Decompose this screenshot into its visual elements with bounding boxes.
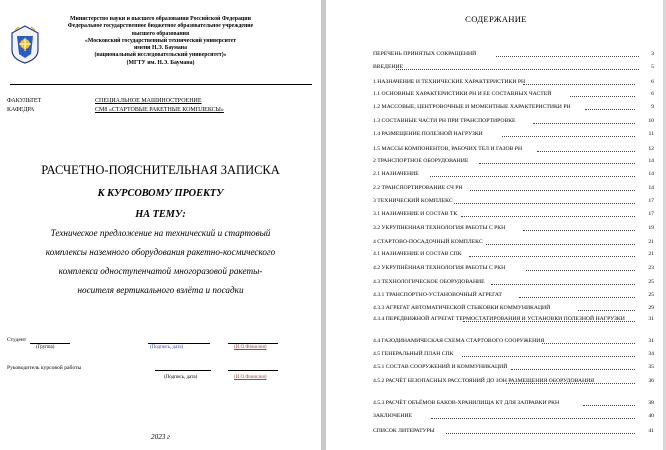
toc-entry-title: 4.5.1 СОСТАВ СООРУЖЕНИЙ И КОММУНИКАЦИЙ (373, 364, 508, 370)
department-line (7, 107, 224, 114)
group-underline (30, 343, 70, 344)
toc-entry[interactable] (373, 198, 654, 205)
name-underline (228, 343, 278, 344)
header-line: Федеральное государственное бюджетное образовательное учреждение (67, 23, 254, 30)
toc-entry-page: 12 (648, 146, 654, 152)
toc-entry-title: 4.5.2 РАСЧЁТ БЕЗОПАСНЫХ РАССТОЯНИЙ ДО ЗОН РАЗМЕЩЕНИЯ ОБОРУДОВАНИЯ (373, 378, 595, 384)
toc-entry-title: 3.1 НАЗНАЧЕНИЕ И СОСТАВ ТК (373, 211, 458, 217)
signature-underline (148, 343, 210, 344)
toc-entry-page: 40 (648, 413, 654, 419)
toc-entry[interactable] (373, 131, 654, 138)
faculty-value: СПЕЦИАЛЬНОЕ МАШИНОСТРОЕНИЕ (95, 98, 202, 104)
faculty-line (7, 98, 202, 105)
supervisor-name-underline (228, 370, 278, 371)
toc-entry[interactable] (373, 118, 654, 125)
toc-leader-dots (537, 151, 635, 152)
toc-entry[interactable] (373, 185, 654, 192)
toc-entry-page: 36 (648, 378, 654, 384)
toc-leader-dots (454, 203, 635, 204)
toc-entry-title: 1.5 МАССЫ КОМПОНЕНТОВ, РАБОЧИХ ТЕЛ И ГАЗОВ РН (373, 146, 523, 152)
toc-entry-page: 31 (648, 338, 654, 344)
topic-line: носителя вертикального взлёта и посадки (77, 285, 244, 295)
supervisor-signature-caption: (Подпись, дата) (164, 375, 198, 380)
header-line: (МГТУ им. Н.Э. Баумана) (126, 59, 195, 66)
signature-date-caption: (Подпись, дата) (150, 345, 184, 350)
toc-entry[interactable] (373, 279, 654, 286)
toc-leader-dots (570, 96, 635, 97)
toc-entry-page: 31 (648, 316, 654, 322)
toc-title: СОДЕРЖАНИЕ (465, 14, 527, 24)
toc-entry-title: 4.1 НАЗНАЧЕНИЕ И СОСТАВ СПК (373, 251, 462, 257)
toc-entry-page: 23 (648, 265, 654, 271)
toc-entry-title: 4.3 ТЕХНОЛОГИЧЕСКОЕ ОБОРУДОВАНИЕ (373, 279, 485, 285)
toc-leader-dots (462, 356, 635, 357)
department-label: КАФЕДРА (7, 107, 35, 113)
toc-entry-title: 2.1 НАЗНАЧЕНИЕ (373, 171, 419, 177)
toc-entry[interactable] (373, 364, 654, 371)
toc-leader-dots (511, 369, 635, 370)
toc-leader-dots (533, 123, 635, 124)
topic-line: комплексы наземного оборудования ракетно-космического (45, 247, 276, 257)
toc-leader-dots (469, 256, 635, 257)
toc-entry[interactable] (373, 146, 654, 153)
toc-entry-title: 1.4 РАЗМЕЩЕНИЕ ПОЛЕЗНОЙ НАГРУЗКИ (373, 131, 483, 137)
toc-entry-title: 2.2 ТРАНСПОРТИРОВАНИЕ СЧ РН (373, 185, 463, 191)
toc-entry-page: 10 (648, 118, 654, 124)
toc-leader-dots (506, 383, 635, 384)
toc-leader-dots (523, 230, 635, 231)
toc-entry-title: 1.3 СОСТАВНЫЕ ЧАСТИ РН ПРИ ТРАНСПОРТИРОВКЕ (373, 118, 516, 124)
supervisor-name-caption: (И.О.Фамилия) (234, 375, 267, 380)
toc-entry[interactable] (373, 428, 654, 435)
toc-entry[interactable] (373, 64, 654, 71)
header-line: Министерство науки и высшего образования Российской Федерации (70, 16, 251, 22)
toc-leader-dots (431, 418, 635, 419)
student-label: Студент (7, 337, 27, 343)
toc-entry-page: 11 (648, 131, 654, 137)
header-rule (10, 84, 312, 85)
toc-leader-dots (470, 190, 635, 191)
name-caption: (И.О.Фамилия) (234, 345, 267, 350)
toc-entry-page: 35 (648, 364, 654, 370)
toc-entry[interactable] (373, 251, 654, 258)
toc-entry-title: ПЕРЕЧЕНЬ ПРИНЯТЫХ СОКРАЩЕНИЙ (373, 51, 477, 57)
toc-leader-dots (396, 69, 639, 70)
toc-leader-dots (583, 405, 635, 406)
toc-entry-title: 1 НАЗНАЧЕНИЕ И ТЕХНИЧЕСКИЕ ХАРАКТЕРИСТИКИ РН (373, 79, 526, 85)
toc-entry-page: 14 (648, 171, 654, 177)
toc-entry[interactable] (373, 378, 654, 385)
toc-leader-dots (479, 163, 635, 164)
toc-entry-page: 14 (648, 158, 654, 164)
toc-entry-title: 4 СТАРТОВО-ПОСАДОЧНЫЙ КОМПЛЕКС (373, 239, 483, 245)
toc-entry-title: 4.4 ГАЗОДИНАМИЧЕСКАЯ СХЕМА СТАРТОВОГО СООРУЖЕНИЯ (373, 338, 545, 344)
toc-entry-page: 25 (648, 292, 654, 298)
toc-entry-title: СПИСОК ЛИТЕРАТУРЫ (373, 428, 435, 434)
toc-entry-page: 14 (648, 185, 654, 191)
toc-entry-page: 21 (648, 251, 654, 257)
toc-leader-dots (578, 310, 635, 311)
toc-entry-page: 17 (648, 211, 654, 217)
topic-line: Техническое предложение на технический и стартовый (50, 228, 271, 238)
header-line: имени Н.Э. Баумана (133, 45, 188, 52)
toc-entry-page: 17 (648, 198, 654, 204)
title-page (0, 0, 321, 450)
toc-leader-dots (542, 343, 635, 344)
year: 2023 г (151, 433, 170, 441)
toc-entry-page: 29 (648, 305, 654, 311)
supervisor-label: Руководитель курсовой работы (7, 365, 82, 371)
toc-leader-dots (446, 433, 635, 434)
toc-entry-page: 3 (651, 51, 654, 57)
toc-entry-title: 2 ТРАНСПОРТНОЕ ОБОРУДОВАНИЕ (373, 158, 469, 164)
header-line: высшего образования (131, 30, 190, 37)
toc-leader-dots (461, 216, 635, 217)
toc-entry-page: 21 (648, 239, 654, 245)
group-caption: (Группа) (36, 345, 55, 350)
toc-entry-title: ВВЕДЕНИЕ (373, 64, 404, 70)
toc-entry-page: 25 (648, 279, 654, 285)
toc-entry-page: 41 (648, 428, 654, 434)
toc-entry[interactable] (373, 211, 654, 218)
toc-leader-dots (526, 270, 635, 271)
toc-entry[interactable] (373, 51, 654, 58)
toc-entry[interactable] (373, 400, 654, 407)
subtitle-course-project: К КУРСОВОМУ ПРОЕКТУ (97, 188, 224, 199)
toc-entry-title: 4.5 ГЕНЕРАЛЬНЫЙ ПЛАН СПК (373, 351, 454, 357)
toc-entry-title: 3.2 УКРУПНЕННАЯ ТЕХНОЛОГИЯ РАБОТЫ С РКН (373, 225, 506, 231)
toc-entry-page: 38 (648, 400, 654, 406)
header-line: (национальный исследовательский университет)» (94, 52, 227, 59)
toc-leader-dots (430, 176, 635, 177)
header-line: «Московский государственный технический университет (84, 37, 237, 44)
toc-entry[interactable] (373, 338, 654, 345)
toc-entry-page: 6 (651, 91, 654, 97)
toc-leader-dots (486, 244, 635, 245)
supervisor-signature-underline (155, 370, 211, 371)
toc-entry[interactable] (373, 158, 654, 165)
toc-entry-title: 1.1 ОСНОВНЫЕ ХАРАКТЕРИСТИКИ РН И ЕЕ СОСТАВНЫХ ЧАСТЕЙ (373, 91, 552, 97)
toc-leader-dots (496, 56, 639, 57)
toc-entry[interactable] (373, 316, 654, 323)
toc-entry[interactable] (373, 305, 654, 312)
topic-line: комплекса одноступенчатой многоразовой ракеты- (58, 266, 263, 276)
toc-entry-page: 6 (651, 79, 654, 85)
toc-entry-title: 4.2 УКРУПНЁННАЯ ТЕХНОЛОГИЯ РАБОТЫ С РКН (373, 265, 506, 271)
toc-entry-title: 4.3.1 ТРАНСПОРТНО-УСТАНОВОЧНЫЙ АГРЕГАТ (373, 292, 502, 298)
toc-leader-dots (523, 84, 635, 85)
faculty-label: ФАКУЛЬТЕТ (7, 98, 42, 104)
toc-leader-dots (502, 136, 635, 137)
toc-entry[interactable] (373, 265, 654, 272)
toc-entry[interactable] (373, 351, 654, 358)
toc-entry-title: 1.2 МАССОВЫЕ, ЦЕНТРОВОЧНЫЕ И МОМЕНТНЫЕ ХАРАКТЕРИСТИКИ РН (373, 104, 571, 110)
toc-entry-page: 34 (648, 351, 654, 357)
ministry-header (0, 16, 321, 67)
department-value: СМ8 «СТАРТОВЫЕ РАКЕТНЫЕ КОМПЛЕКСЫ» (95, 107, 224, 113)
toc-entry[interactable] (373, 171, 654, 178)
toc-entry[interactable] (373, 239, 654, 246)
toc-leader-dots (519, 297, 635, 298)
toc-entry-title: 4.3.4 ПЕРЕДВИЖНОЙ АГРЕГАТ ТЕРМОСТАТИРОВАНИЯ И УСТАНОВКИ ПОЛЕЗНОЙ НАГРУЗКИ (373, 316, 625, 322)
toc-entry[interactable] (373, 91, 654, 98)
toc-leader-dots (491, 284, 635, 285)
toc-entry[interactable] (373, 292, 654, 299)
toc-leader-dots (463, 321, 635, 322)
toc-entry-title: ЗАКЛЮЧЕНИЕ (373, 413, 413, 419)
toc-entry[interactable] (373, 79, 654, 86)
toc-entry-page: 5 (651, 64, 654, 70)
table-of-contents-page (326, 0, 666, 450)
toc-entry-page: 9 (651, 104, 654, 110)
toc-entry-title: 4.5.3 РАСЧЁТ ОБЪЁМОВ БАКОВ-ХРАНИЛИЩА КТ ДЛЯ ЗАПРАВКИ РКН (373, 400, 560, 406)
toc-entry-page: 19 (648, 225, 654, 231)
toc-entry-title: 4.3.3 АГРЕГАТ АВТОМАТИЧЕСКОЙ СТЫКОВКИ КОММУНИКАЦИЙ (373, 305, 551, 311)
subtitle-topic: НА ТЕМУ: (135, 209, 186, 220)
toc-entry[interactable] (373, 104, 654, 111)
toc-leader-dots (585, 109, 635, 110)
document-title: РАСЧЕТНО-ПОЯСНИТЕЛЬНАЯ ЗАПИСКА (41, 163, 280, 177)
toc-entry[interactable] (373, 413, 654, 420)
toc-entry-title: 3 ТЕХНИЧЕСКИЙ КОМПЛЕКС (373, 198, 453, 204)
toc-entry[interactable] (373, 225, 654, 232)
